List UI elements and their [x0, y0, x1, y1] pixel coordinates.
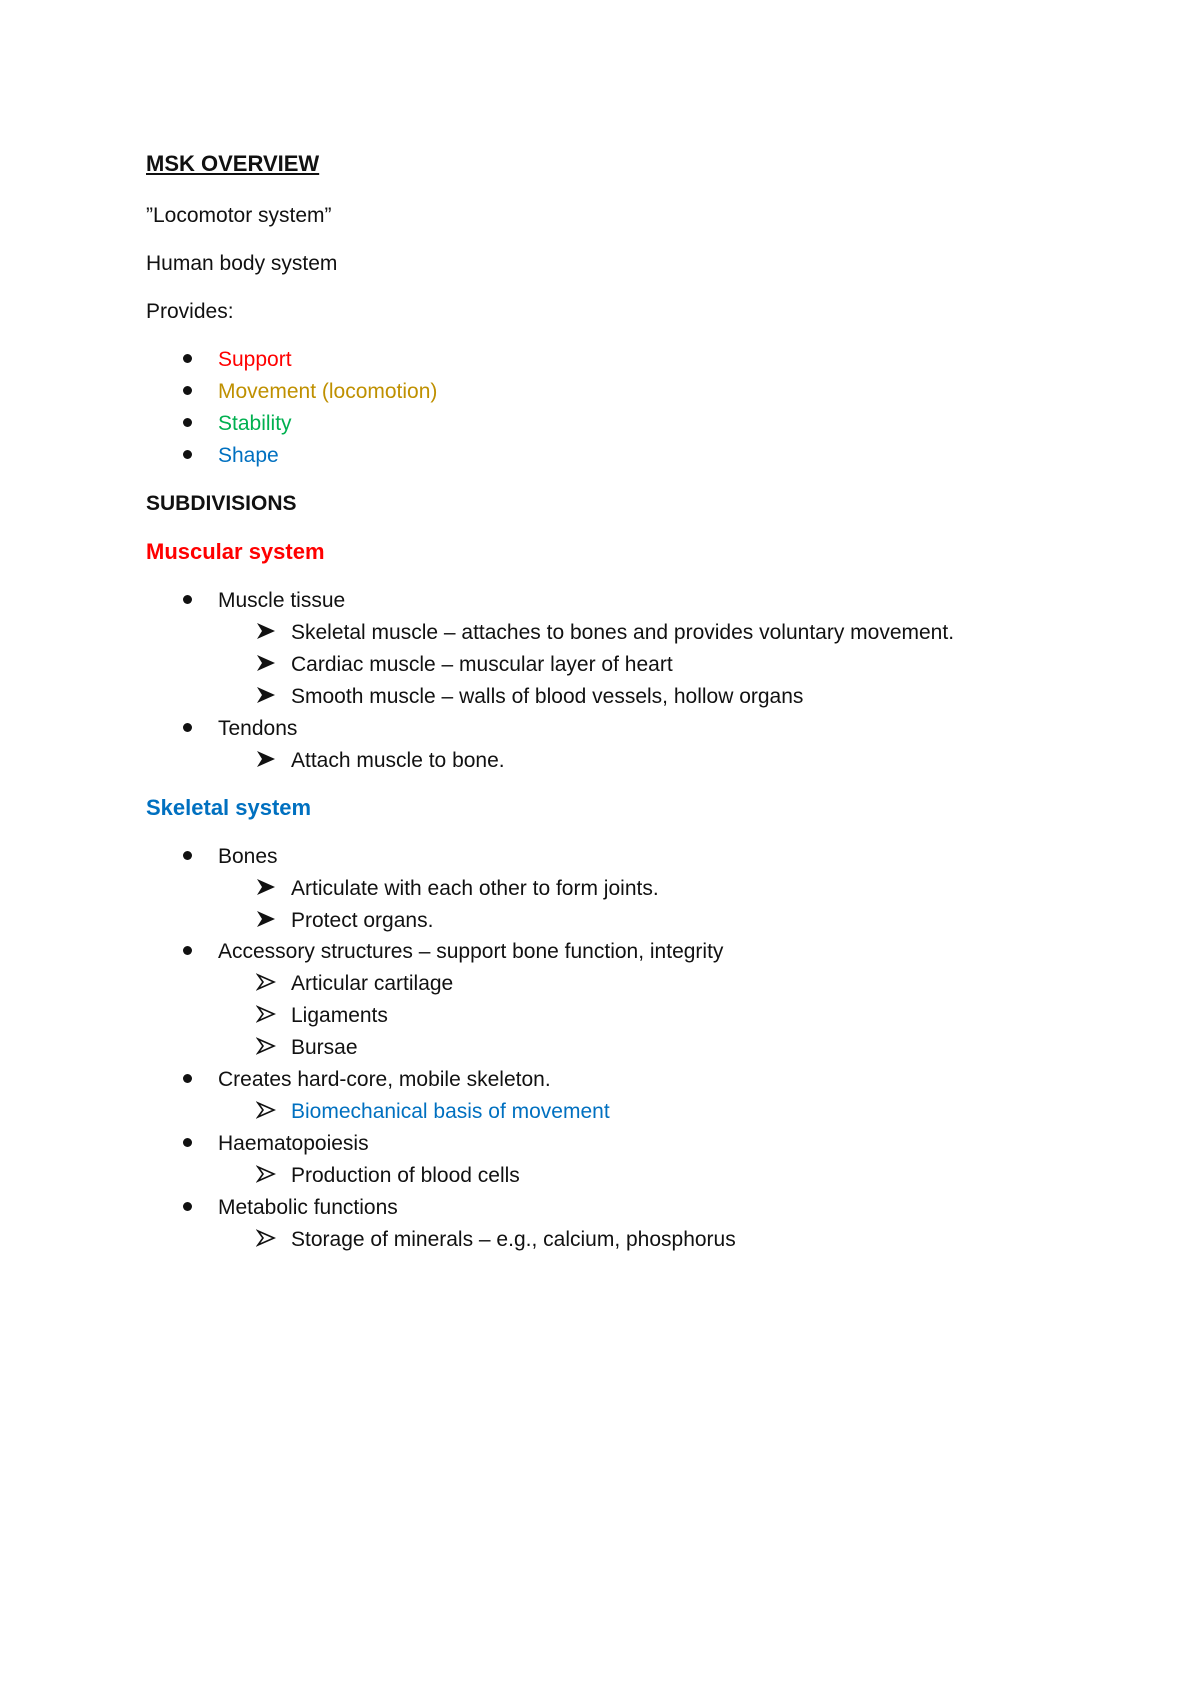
- skeletal-sub-biomechanical: Biomechanical basis of movement: [291, 1100, 610, 1123]
- skeletal-heading: Skeletal system: [146, 795, 312, 820]
- provides-item-movement: Movement (locomotion): [218, 380, 438, 403]
- skeletal-sub-cartilage: Articular cartilage: [291, 972, 454, 995]
- provides-item-stability: Stability: [218, 412, 292, 435]
- bullet-icon: [183, 1202, 192, 1211]
- subdivisions-heading: SUBDIVISIONS: [146, 492, 297, 515]
- arrow-bullet-icon: [256, 686, 276, 704]
- bullet-icon: [183, 386, 192, 395]
- bullet-icon: [183, 851, 192, 860]
- arrow-outline-bullet-icon: [256, 1101, 276, 1119]
- skeletal-sub-protect: Protect organs.: [291, 909, 434, 932]
- bullet-icon: [183, 354, 192, 363]
- muscular-sub-attach: Attach muscle to bone.: [291, 749, 505, 772]
- skeletal-item-accessory: Accessory structures – support bone function, integrity: [218, 940, 724, 963]
- skeletal-item-metabolic: Metabolic functions: [218, 1196, 398, 1219]
- bullet-icon: [183, 1074, 192, 1083]
- muscular-item-tendons: Tendons: [218, 717, 298, 740]
- skeletal-item-creates: Creates hard-core, mobile skeleton.: [218, 1068, 551, 1091]
- bullet-icon: [183, 723, 192, 732]
- skeletal-sub-blood-cells: Production of blood cells: [291, 1164, 520, 1187]
- provides-item-support: Support: [218, 348, 292, 371]
- skeletal-sub-ligaments: Ligaments: [291, 1004, 388, 1027]
- skeletal-sub-minerals: Storage of minerals – e.g., calcium, phosphorus: [291, 1228, 736, 1251]
- skeletal-item-haematopoiesis: Haematopoiesis: [218, 1132, 369, 1155]
- arrow-outline-bullet-icon: [256, 1037, 276, 1055]
- muscular-item-muscle-tissue: Muscle tissue: [218, 589, 346, 612]
- bullet-icon: [183, 946, 192, 955]
- muscular-sub-cardiac: Cardiac muscle – muscular layer of heart: [291, 653, 673, 676]
- arrow-outline-bullet-icon: [256, 973, 276, 991]
- bullet-icon: [183, 1138, 192, 1147]
- quote-line: ”Locomotor system”: [146, 204, 332, 227]
- page-title: MSK OVERVIEW: [146, 151, 320, 176]
- arrow-outline-bullet-icon: [256, 1229, 276, 1247]
- skeletal-sub-articulate: Articulate with each other to form joints.: [291, 877, 659, 900]
- provides-item-shape: Shape: [218, 444, 279, 467]
- skeletal-sub-bursae: Bursae: [291, 1036, 358, 1059]
- muscular-sub-skeletal: Skeletal muscle – attaches to bones and provides voluntary movement.: [291, 621, 955, 644]
- provides-label: Provides:: [146, 300, 234, 323]
- arrow-bullet-icon: [256, 910, 276, 928]
- skeletal-item-bones: Bones: [218, 845, 278, 868]
- arrow-bullet-icon: [256, 622, 276, 640]
- bullet-icon: [183, 595, 192, 604]
- muscular-sub-smooth: Smooth muscle – walls of blood vessels, hollow organs: [291, 685, 804, 708]
- arrow-bullet-icon: [256, 878, 276, 896]
- arrow-bullet-icon: [256, 750, 276, 768]
- arrow-outline-bullet-icon: [256, 1165, 276, 1183]
- human-line: Human body system: [146, 252, 338, 275]
- bullet-icon: [183, 418, 192, 427]
- arrow-bullet-icon: [256, 654, 276, 672]
- muscular-heading: Muscular system: [146, 539, 325, 564]
- arrow-outline-bullet-icon: [256, 1005, 276, 1023]
- bullet-icon: [183, 450, 192, 459]
